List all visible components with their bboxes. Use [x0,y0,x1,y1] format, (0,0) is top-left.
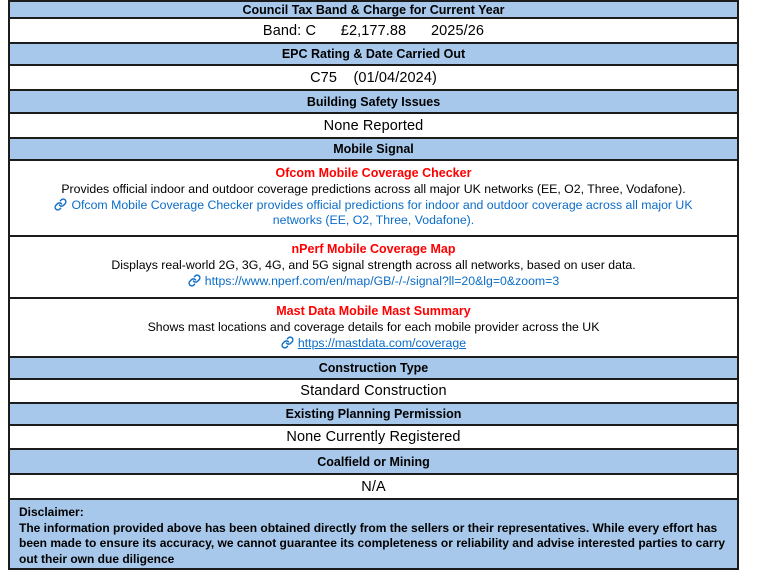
nperf-section-title: nPerf Mobile Coverage Map [291,242,456,256]
ofcom-link[interactable]: Ofcom Mobile Coverage Checker provides official predictions for indoor and outdoor coverage across all major UK networks (EE, O2, Three, Vodafone). [71,198,693,227]
property-information-table [8,0,739,570]
construction-value: Standard Construction [300,383,447,399]
planning-value: None Currently Registered [286,429,461,445]
epc-value-row [10,66,737,91]
nperf-section-description: Displays real-world 2G, 3G, 4G, and 5G signal strength across all networks, based on user data. [111,258,636,272]
coalfield-header-label: Coalfield or Mining [317,454,430,469]
planning-header-label: Existing Planning Permission [285,407,462,421]
ofcom-section-description: Provides official indoor and outdoor coverage predictions across all major UK networks (EE, O2, Three, Vodafone). [61,182,686,196]
planning-header-row [10,404,737,426]
link-icon [188,274,201,287]
mastdata-link[interactable]: https://mastdata.com/coverage [297,336,467,350]
mastdata-section-description: Shows mast locations and coverage details for each mobile provider across the UK [147,320,600,334]
ofcom-link-line [36,198,711,228]
coalfield-value-row [10,475,737,500]
mastdata-section-title: Mast Data Mobile Mast Summary [276,304,471,318]
council-tax-header-row [10,2,737,19]
epc-header-label: EPC Rating & Date Carried Out [281,47,466,61]
council-tax-value-row [10,19,737,44]
mobile-signal-header-label: Mobile Signal [333,142,414,156]
coalfield-header-row [10,450,737,475]
mastdata-link-line [36,336,711,351]
nperf-section [10,237,737,299]
disclaimer-text: The information provided above has been obtained directly from the sellers or their representatives. While every effort has been made to ensure its accuracy, we cannot guarantee its completeness or reliability and advise interested parties to carry out their own due diligence [19,520,726,566]
building-safety-value-row [10,114,737,139]
coalfield-value: N/A [361,478,386,495]
planning-value-row [10,426,737,450]
link-icon [281,336,294,349]
council-tax-header-label: Council Tax Band & Charge for Current Year [242,2,505,17]
ofcom-section-title: Ofcom Mobile Coverage Checker [275,166,472,180]
construction-header-label: Construction Type [318,361,429,375]
nperf-link-line [36,274,711,289]
nperf-link[interactable]: https://www.nperf.com/en/map/GB/-/-/signal?ll=20&lg=0&zoom=3 [204,274,560,288]
building-safety-value: None Reported [323,117,424,134]
epc-value: C75 (01/04/2024) [310,69,437,86]
ofcom-section [10,161,737,237]
building-safety-header-row [10,91,737,114]
disclaimer-row [10,500,737,568]
mobile-signal-header-row [10,139,737,161]
link-icon [54,198,67,211]
building-safety-header-label: Building Safety Issues [306,94,441,109]
disclaimer-title: Disclaimer: [19,505,84,519]
construction-value-row [10,380,737,404]
construction-header-row [10,358,737,380]
council-tax-value: Band: C £2,177.88 2025/26 [262,22,485,39]
epc-header-row [10,44,737,66]
mastdata-section [10,299,737,358]
